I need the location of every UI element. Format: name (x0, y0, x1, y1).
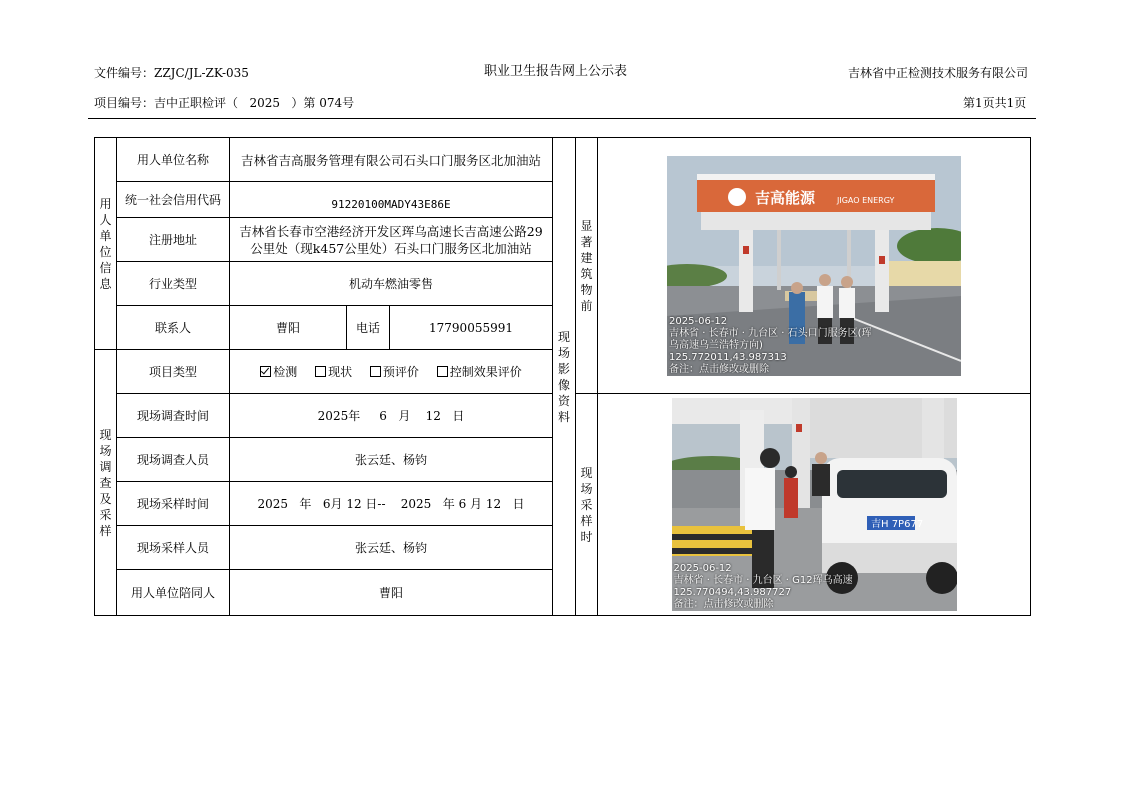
samplers-value: 张云廷、杨钧 (230, 526, 553, 570)
employer-name-label: 用人单位名称 (117, 138, 230, 182)
section-employer-info: 用 人 单 位 信 息 (95, 138, 117, 350)
contact-value: 曹阳 (230, 306, 347, 350)
license-plate-text: 吉H 7P677 (870, 519, 923, 530)
landmark-photo (667, 156, 961, 376)
section-site-images: 现 场 影 像 资 料 (553, 138, 576, 616)
checkbox-empty-icon (437, 366, 448, 377)
sampling-photo (672, 398, 957, 611)
sampling-photo-caption: 2025-06-12 吉林省 · 长春市 · 九台区 · G12珲乌高速 125.770494,43.987727 备注：点击修改或删除 (673, 563, 853, 610)
company-name: 吉林省中正检测技术服务有限公司 (848, 66, 1029, 80)
phone-label: 电话 (347, 306, 390, 350)
section-survey: 现 场 调 查 及 采 样 (95, 350, 117, 616)
phone-value: 17790055991 (390, 306, 553, 350)
report-table (94, 137, 1031, 616)
survey-time-value: 2025年 6 月 12 日 (230, 394, 553, 438)
project-type-options (230, 350, 553, 394)
escort-label: 用人单位陪同人 (117, 570, 230, 616)
employer-name-value: 吉林省吉高服务管理有限公司石头口门服务区北加油站 (230, 138, 553, 182)
industry-value: 机动车燃油零售 (230, 262, 553, 306)
checkbox-checked-icon (260, 366, 271, 377)
project-type-label: 项目类型 (117, 350, 230, 394)
section-landmark: 显 著 建 筑 物 前 (576, 138, 598, 394)
escort-value: 曹阳 (230, 570, 553, 616)
sampling-photo-cell (598, 394, 1031, 616)
address-label: 注册地址 (117, 218, 230, 262)
landmark-photo-caption: 2025-06-12 吉林省 · 长春市 · 九台区 · 石头口门服务区(珲 乌高速乌兰浩特方向) 125.772011,43.987313 备注：点击修改或删除 (669, 315, 872, 375)
contact-label: 联系人 (117, 306, 230, 350)
surveyors-value: 张云廷、杨钧 (230, 438, 553, 482)
address-value: 吉林省长春市空港经济开发区珲乌高速长吉高速公路29 公里处（现k457公里处）石头口门服务区北加油站 (230, 218, 553, 262)
document-title: 职业卫生报告网上公示表 (484, 64, 628, 79)
industry-label: 行业类型 (117, 262, 230, 306)
project-number: 项目编号：吉中正职检评（ 2025 ）第 074号 (94, 96, 355, 110)
credit-code-value: 91220100MADY43E86E (230, 182, 553, 218)
sign-text-en: JIGAO ENERGY (837, 195, 895, 205)
sampling-time-label: 现场采样时间 (117, 482, 230, 526)
sign-text-cn: 吉高能源 (755, 188, 816, 207)
option-control-effect: 控制效果评价 (437, 365, 522, 379)
samplers-label: 现场采样人员 (117, 526, 230, 570)
page-info: 第1页共1页 (963, 96, 1027, 110)
option-status: 现状 (315, 365, 352, 379)
section-sampling: 现 场 采 样 时 (576, 394, 598, 616)
option-pre-evaluation: 预评价 (370, 365, 419, 379)
file-number: 文件编号：ZZJC/JL-ZK-035 (94, 66, 249, 80)
sampling-time-value: 2025 年 6月 12 日-- 2025 年 6 月 12 日 (230, 482, 553, 526)
landmark-photo-cell (598, 138, 1031, 394)
surveyors-label: 现场调查人员 (117, 438, 230, 482)
survey-time-label: 现场调查时间 (117, 394, 230, 438)
header-divider (88, 118, 1036, 119)
checkbox-empty-icon (370, 366, 381, 377)
credit-code-label: 统一社会信用代码 (117, 182, 230, 218)
option-detection: 检测 (260, 365, 297, 379)
checkbox-empty-icon (315, 366, 326, 377)
